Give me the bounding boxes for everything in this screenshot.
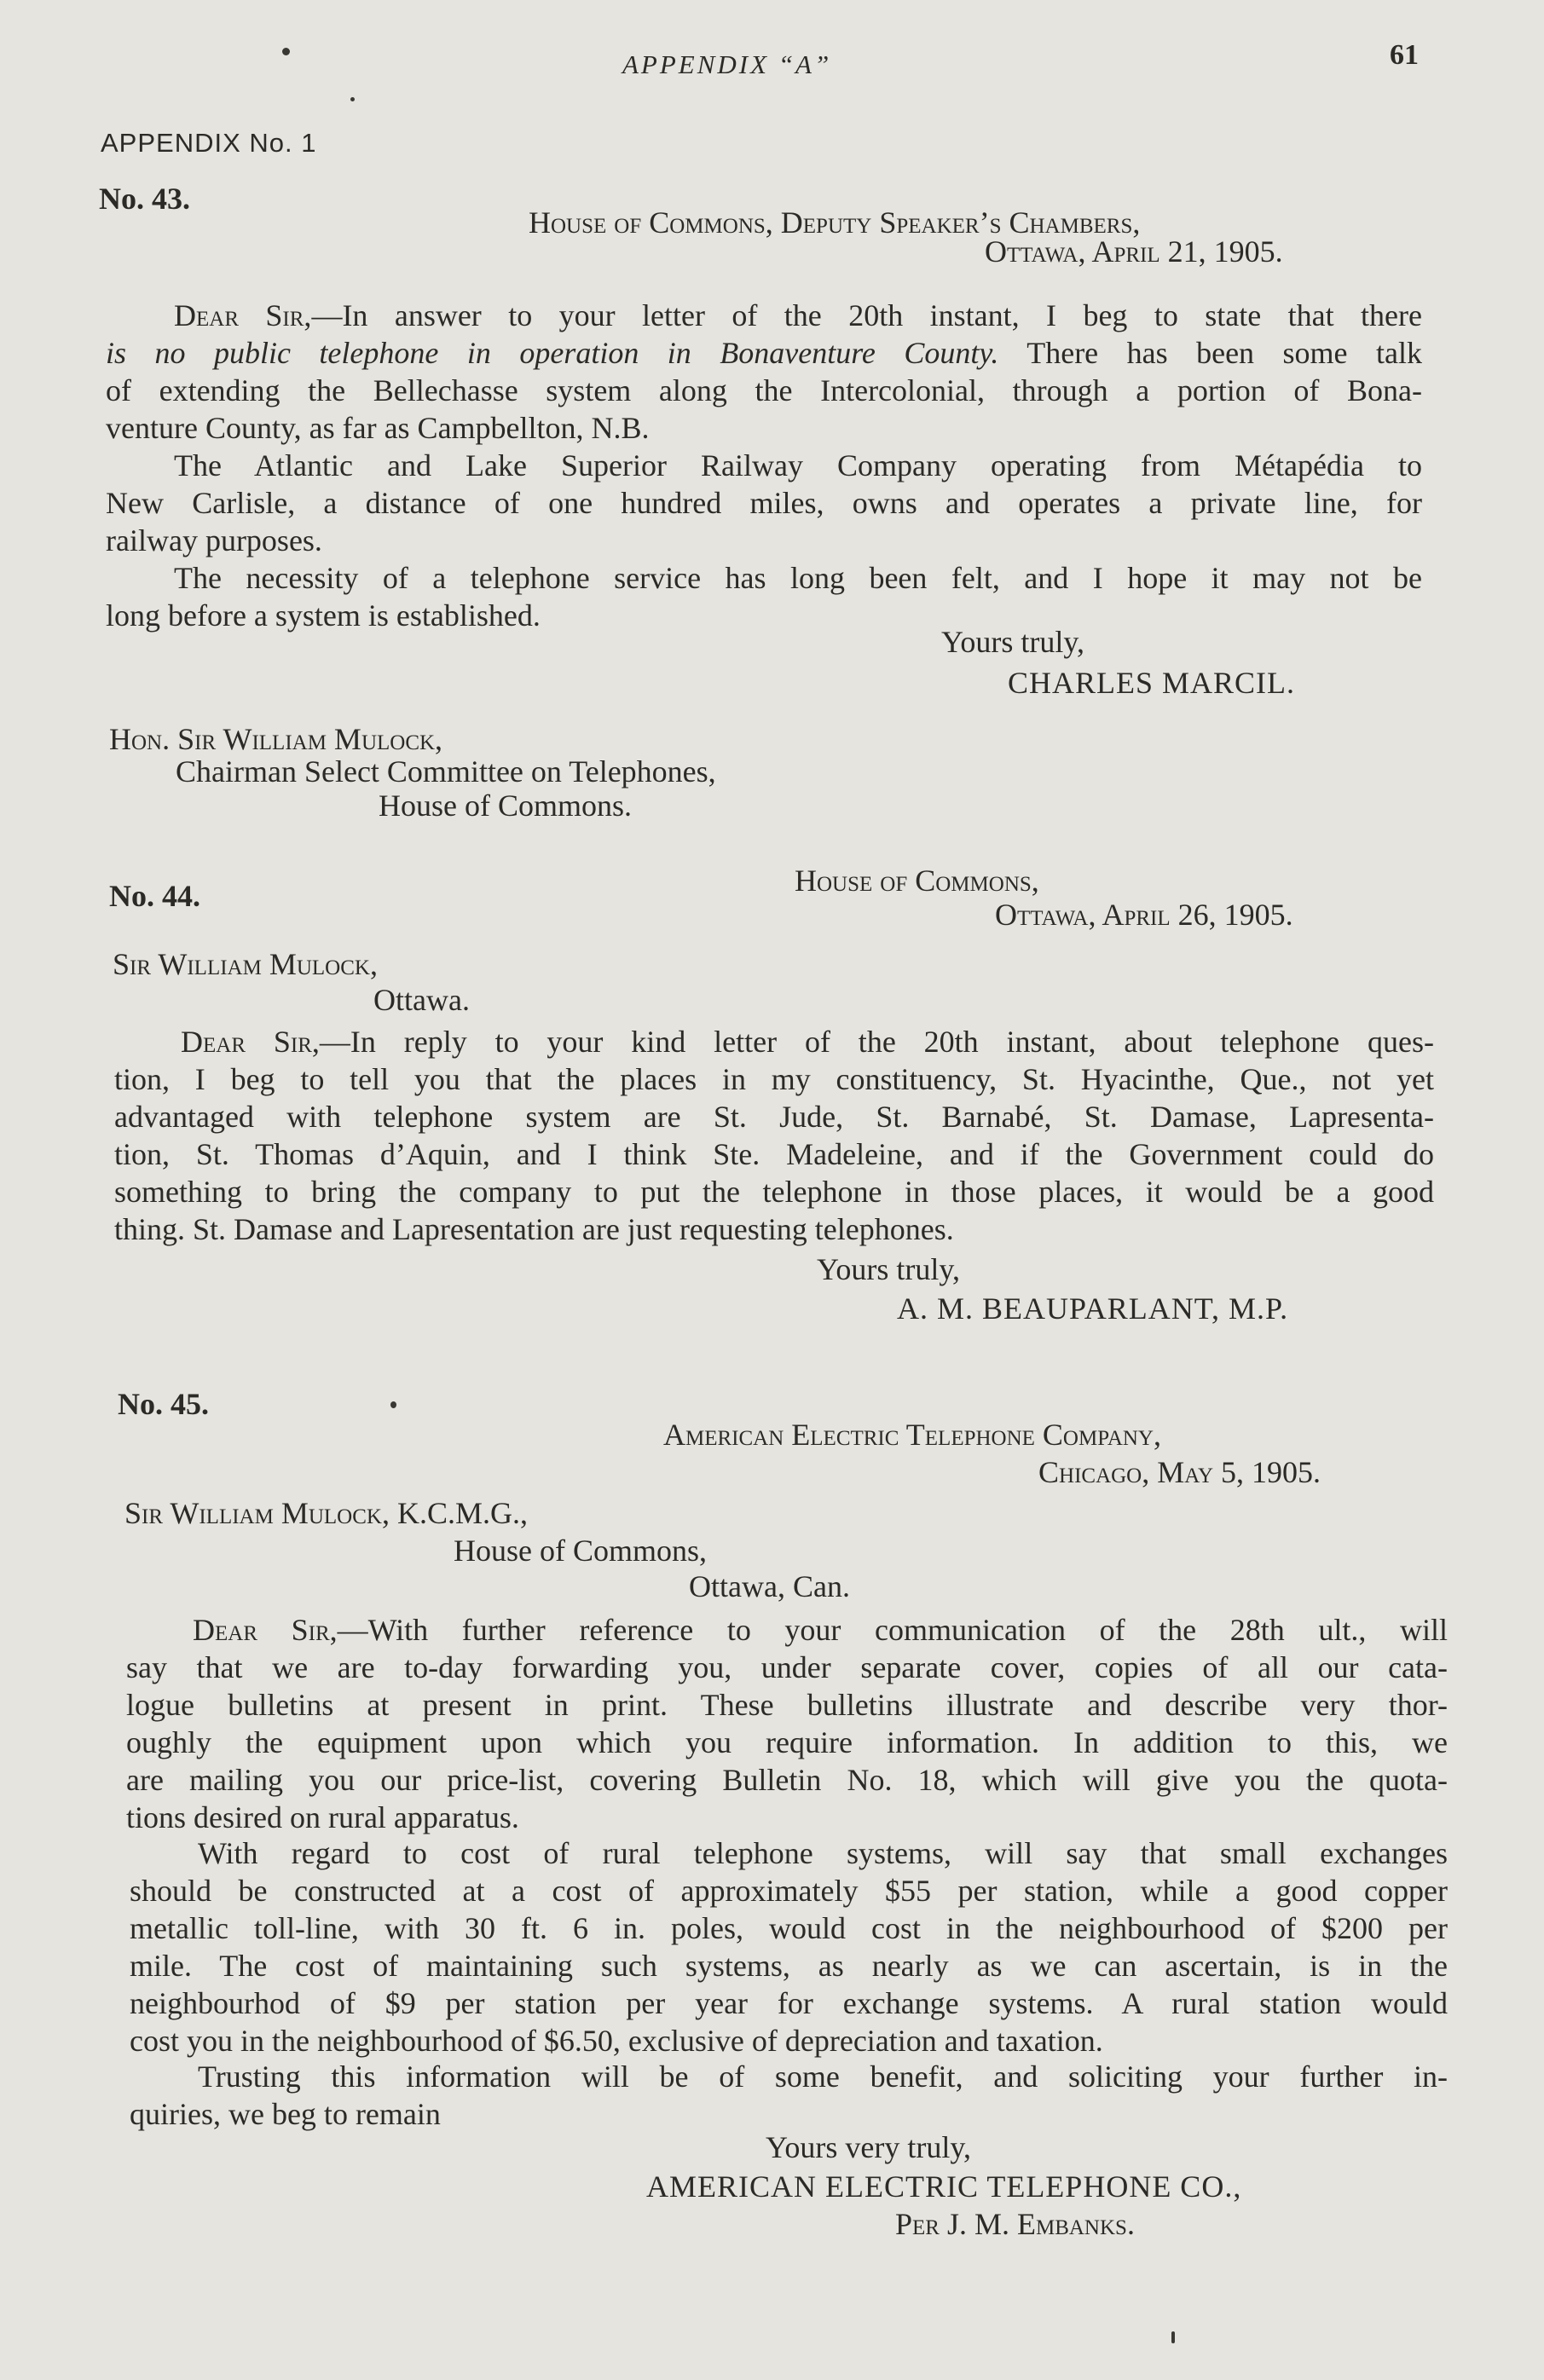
body-line xyxy=(106,297,1422,334)
body-line: should be constructed at a cost of approximately $55 per station, while a good copper xyxy=(130,1874,1448,1908)
salutation: Dear Sir, xyxy=(174,298,312,332)
letter-body-paragraph xyxy=(106,447,1422,559)
letter-body-paragraph xyxy=(126,1611,1448,1836)
letter-number: No. 43. xyxy=(99,182,190,216)
signature: A. M. BEAUPARLANT, M.P. xyxy=(897,1291,1289,1326)
body-line: metallic toll-line, with 30 ft. 6 in. poles, would cost in the neighbourhood of $200 per xyxy=(130,1911,1448,1945)
letter-body-paragraph xyxy=(106,297,1422,447)
addressee-line: Ottawa. xyxy=(373,983,470,1017)
body-line: tion, St. Thomas d’Aquin, and I think Ste. Madeleine, and if the Government could do xyxy=(114,1137,1434,1171)
letter-body-paragraph xyxy=(130,2058,1448,2133)
addressee-line: Ottawa, Can. xyxy=(689,1569,850,1603)
letter-date: Chicago, May 5, 1905. xyxy=(1038,1455,1321,1489)
body-line xyxy=(106,334,1422,372)
signature: CHARLES MARCIL. xyxy=(1008,666,1296,700)
body-line: something to bring the company to put the telephone in those places, it would be a good xyxy=(114,1175,1434,1209)
sender-address: American Electric Telephone Company, xyxy=(663,1418,1161,1452)
body-line: thing. St. Damase and Lapresentation are just requesting telephones. xyxy=(114,1212,954,1246)
body-line: of extending the Bellechasse system along the Intercolonial, through a portion of Bona- xyxy=(106,373,1422,407)
addressee-line: House of Commons. xyxy=(379,789,632,823)
running-head: APPENDIX “A” xyxy=(622,49,832,79)
letter-date-text: Ottawa, April 21, 1905. xyxy=(985,234,1283,269)
body-line xyxy=(126,1611,1448,1649)
body-line: With regard to cost of rural telephone systems, will say that small exchanges xyxy=(198,1836,1448,1870)
sender-address: House of Commons, xyxy=(795,864,1039,898)
body-line: say that we are to-day forwarding you, under separate cover, copies of all our cata- xyxy=(126,1650,1448,1684)
emphasis-text: is no public telephone in operation in Bonaventure County. xyxy=(106,336,999,370)
addressee-line: Sir William Mulock, xyxy=(113,947,378,981)
body-line: long before a system is established. xyxy=(106,598,541,633)
sender-address: House of Commons, Deputy Speaker’s Chambers, xyxy=(529,205,1141,240)
body-line: cost you in the neighbourhood of $6.50, exclusive of depreciation and taxation. xyxy=(130,2024,1103,2058)
body-line: mile. The cost of maintaining such systems, as nearly as we can ascertain, is in the xyxy=(130,1949,1448,1983)
body-text: —In reply to your kind letter of the 20th instant, about telephone ques- xyxy=(319,1025,1434,1059)
signature: AMERICAN ELECTRIC TELEPHONE CO., xyxy=(646,2169,1242,2204)
body-line: The necessity of a telephone service has long been felt, and I hope it may not be xyxy=(174,561,1422,595)
body-line: railway purposes. xyxy=(106,523,322,557)
body-line: tions desired on rural apparatus. xyxy=(126,1800,519,1834)
letter-body-paragraph xyxy=(106,559,1422,634)
body-line: Trusting this information will be of some benefit, and soliciting your further in- xyxy=(198,2059,1448,2094)
per-line: Per J. M. Embanks. xyxy=(895,2207,1135,2241)
letter-body-paragraph xyxy=(114,1023,1434,1248)
addressee-line: Hon. Sir William Mulock, xyxy=(109,722,443,756)
body-line xyxy=(114,1023,1434,1060)
body-text: —With further reference to your communication of the 28th ult., will xyxy=(337,1613,1448,1647)
letter-date xyxy=(985,234,1283,269)
body-line: quiries, we beg to remain xyxy=(130,2097,441,2131)
ink-speck xyxy=(1171,2331,1175,2343)
letter-number: No. 45. xyxy=(118,1387,209,1421)
addressee-line: Sir William Mulock, K.C.M.G., xyxy=(124,1496,528,1530)
addressee-line: Chairman Select Committee on Telephones, xyxy=(176,754,716,789)
closing: Yours truly, xyxy=(817,1252,961,1286)
letter-date: Ottawa, April 26, 1905. xyxy=(995,898,1293,932)
letter-number: No. 44. xyxy=(109,879,200,913)
ink-speck xyxy=(390,1401,396,1408)
closing: Yours truly, xyxy=(941,625,1085,659)
body-line: venture County, as far as Campbellton, N.B. xyxy=(106,411,650,445)
body-text: —In answer to your letter of the 20th instant, I beg to state that there xyxy=(311,298,1422,332)
ink-speck xyxy=(282,48,290,55)
body-line: neighbourhod of $9 per station per year for exchange systems. A rural station would xyxy=(130,1986,1448,2020)
body-text: There has been some talk xyxy=(1026,336,1422,370)
letter-body-paragraph xyxy=(130,1834,1448,2059)
body-line: oughly the equipment upon which you require information. In addition to this, we xyxy=(126,1725,1448,1759)
page-number: 61 xyxy=(1390,39,1419,71)
body-line: New Carlisle, a distance of one hundred miles, owns and operates a private line, for xyxy=(106,486,1422,520)
body-line: are mailing you our price-list, covering Bulletin No. 18, which will give you the quota- xyxy=(126,1763,1448,1797)
body-line: tion, I beg to tell you that the places in my constituency, St. Hyacinthe, Que., not yet xyxy=(114,1062,1434,1096)
body-line: advantaged with telephone system are St. Jude, St. Barnabé, St. Damase, Lapresenta- xyxy=(114,1100,1434,1134)
closing: Yours very truly, xyxy=(766,2130,972,2164)
salutation: Dear Sir, xyxy=(193,1613,338,1647)
body-line: logue bulletins at present in print. These bulletins illustrate and describe very thor- xyxy=(126,1688,1448,1722)
body-line: The Atlantic and Lake Superior Railway Company operating from Métapédia to xyxy=(174,448,1422,482)
appendix-label: APPENDIX No. 1 xyxy=(101,128,317,158)
addressee-line: House of Commons, xyxy=(454,1534,707,1568)
ink-speck xyxy=(350,97,355,101)
salutation: Dear Sir, xyxy=(181,1025,320,1059)
